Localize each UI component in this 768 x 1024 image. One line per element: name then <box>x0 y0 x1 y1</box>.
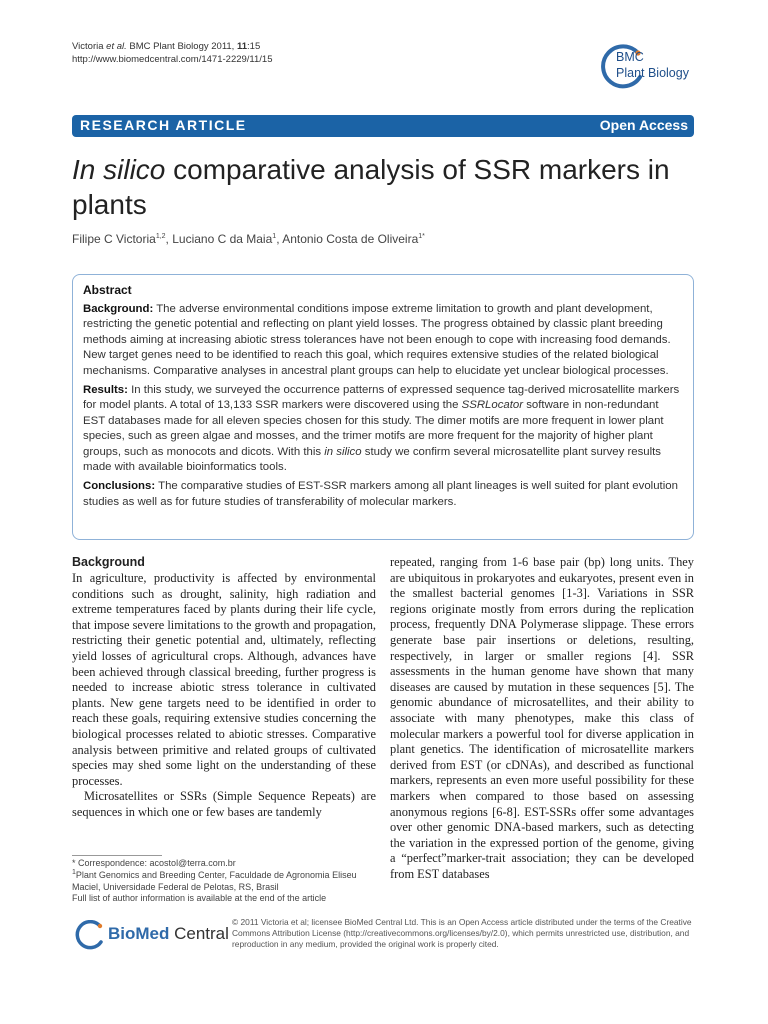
author-info-note: Full list of author information is available at the end of the article <box>72 893 327 904</box>
citation-pages: :15 <box>247 41 261 52</box>
citation-etal: et al. <box>106 41 127 52</box>
citation-authors: Victoria <box>72 41 107 52</box>
article-type-bar <box>72 115 694 137</box>
abstract-results-label: Results: <box>83 384 128 397</box>
abstract-results-software: SSRLocator <box>461 399 524 412</box>
publisher-name-regular: Central <box>169 924 229 943</box>
author-2-affiliation: 1 <box>272 233 277 240</box>
abstract-background-text: The adverse environmental conditions impose extreme limitation to growth and plant development, restricting the genetic potential and reflecting on plant yield losses. The progress obtained by classic plant breeding methods aiming at increasing abiotic stress tolerances have not been enough to cope with increasing food demands. New target genes need to be identified to reach this goal, which requires extensive studies of the related biological mechanisms. Comparative analyses in ancestral plant groups can help to elucidate yet unclear biological processes. <box>83 303 671 377</box>
article-url[interactable]: http://www.biomedcentral.com/1471-2229/11/15 <box>72 54 273 65</box>
journal-logo-line1: BMC <box>616 50 644 64</box>
affiliation-number: 1 <box>72 868 76 876</box>
abstract-conclusions-text: The comparative studies of EST-SSR markers among all plant lineages is well suited for plant evolution studies as well as for future studies of transferability of molecular markers. <box>83 480 678 508</box>
body-paragraph: Microsatellites or SSRs (Simple Sequence Repeats) are sequences in which one or few bases are tandemly <box>72 789 376 819</box>
journal-logo-line2: Plant Biology <box>616 66 689 80</box>
abstract-background-label: Background: <box>83 303 154 315</box>
abstract-heading: Abstract <box>83 283 132 297</box>
publisher-logo <box>72 920 229 950</box>
author-1-affiliation: 1,2 <box>155 233 166 240</box>
footnotes <box>72 855 376 905</box>
citation-line <box>72 40 273 53</box>
abstract-conclusions <box>83 479 681 510</box>
publisher-name-bold: BioMed <box>108 924 170 943</box>
footnote-divider <box>72 855 162 856</box>
publisher-wordmark <box>108 924 229 944</box>
body-paragraph: In agriculture, productivity is affected by environmental conditions such as drought, salinity, high radiation and extreme temperatures faced by plants during their life cycle, that impose severe limitations to the growth and propagation, restricting their genetic potential and, ultimately, reflecting yield losses of agricultural crops. Although, advances have been achieved through classical breeding, further progress is needed to increase abiotic stress tolerance in cultivated plants. New gene targets need to be identified in order to reach these goals, requiring extensive studies concerning the biological processes related to abiotic stresses. Comparative analysis between primitive and related groups of cultivated species may shed some light on the understanding of these processes. <box>72 571 376 788</box>
author-3-affiliation: 1* <box>418 233 425 240</box>
body-paragraph: repeated, ranging from 1-6 base pair (bp) long units. They are ubiquitous in prokaryotes and eukaryotes, present even in the smallest bacterial genomes [1-3]. Variations in SSR regions originate mostly from errors during the replication process, frequently DNA Polymerase slippage. These errors generate base pair insertions or deletions, resulting, respectively, in larger or smaller regions [4]. SSR assessments in the human genome have shown that many diseases are caused by mutation in these sequences [5]. The genomic abundance of microsatellites, and their ability to associate with many phenotypes, make this class of molecular markers a powerful tool for diverse application in plant genetics. The identification of microsatellite markers derived from EST (or cDNAs), and described as functional markers, represents an even more useful possibility for these markers when compared to those based on assessing anonymous regions [6-8]. EST-SSRs offer some advantages over other genomic DNA-based markers, such as detecting the variation in the expressed portion of the genome, giving a “perfect”marker-trait association; they can be developed from EST databases <box>390 555 694 881</box>
publisher-logo-mark-icon <box>72 920 104 950</box>
author-2: , Luciano C da Maia <box>165 232 273 246</box>
affiliation-note <box>72 870 376 894</box>
abstract-background <box>83 302 681 379</box>
journal-logo <box>596 40 700 98</box>
author-3: , Antonio Costa de Oliveira <box>276 232 419 246</box>
author-list <box>72 232 425 246</box>
affiliation-text: Plant Genomics and Breeding Center, Faculdade de Agronomia Eliseu Maciel, Universidade Federal de Pelotas, RS, Brasil <box>72 869 357 892</box>
title-italic-part: In silico <box>72 154 166 185</box>
article-type: RESEARCH ARTICLE <box>80 117 247 133</box>
body-column-left <box>72 555 376 821</box>
citation-volume: 11 <box>236 41 248 52</box>
open-access-label: Open Access <box>599 117 688 133</box>
abstract-results <box>83 383 681 475</box>
abstract-results-text: software in non-redundant EST databases made for all eleven species chosen for this study. The dimer motifs are more frequent in lower plant species, such as green algae and mosses, and the trimer motifs are more frequent for the majority of higher plant groups, such as monocots and dicots. With this <box>83 399 664 458</box>
abstract-conclusions-label: Conclusions: <box>83 480 156 493</box>
article-title <box>72 152 672 222</box>
section-heading-background: Background <box>72 555 145 569</box>
citation-header <box>72 40 273 66</box>
citation-journal: BMC Plant Biology <box>126 41 209 52</box>
correspondence-note: * Correspondence: acostol@terra.com.br <box>72 858 236 868</box>
copyright-notice: © 2011 Victoria et al; licensee BioMed Central Ltd. This is an Open Access article distributed under the terms of the Creative Commons Attribution License (http://creativecommons.org/licenses/by/2.0), which permits unrestricted use, distribution, and reproduction in any medium, provided the original work is properly cited. <box>232 917 692 950</box>
author-1: Filipe C Victoria <box>72 232 156 246</box>
abstract-results-text: study we confirm several microsatellite plant survey results made with available bioinformatics tools. <box>83 445 662 474</box>
citation-year: 2011, <box>208 41 237 52</box>
body-column-right <box>390 555 694 882</box>
abstract-results-text: In this study, we surveyed the occurrence patterns of expressed sequence tag-derived microsatellite markers for model plants. A total of 13,133 SSR markers were discovered using the <box>83 384 680 412</box>
abstract-results-italic: in silico <box>324 445 362 458</box>
abstract-box <box>72 274 694 540</box>
title-rest: comparative analysis of SSR markers in plants <box>72 154 670 220</box>
